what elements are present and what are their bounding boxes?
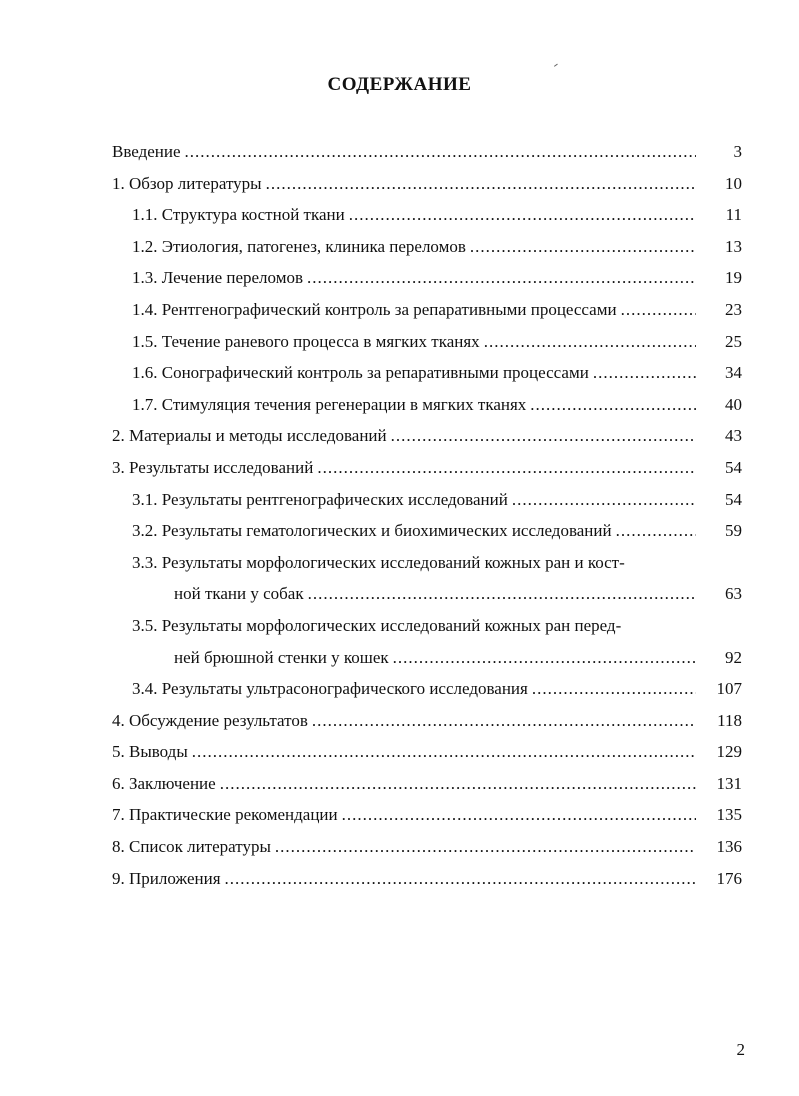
toc-entry [112, 389, 752, 421]
toc-entry [112, 673, 752, 705]
toc-entry [112, 231, 752, 263]
leader-dots [317, 452, 696, 484]
toc-entry-page: 40 [725, 394, 742, 414]
toc-entry-page: 43 [725, 426, 742, 446]
toc-entry-title: 6. Заключение [112, 773, 216, 793]
leader-dots [593, 357, 696, 389]
toc-entry-page: 54 [725, 489, 742, 509]
toc-entry-title: 1.4. Рентгенографический контроль за репаративными процессами [132, 299, 617, 319]
leader-dots [484, 326, 696, 358]
toc-entry [112, 768, 752, 800]
toc-entry [112, 831, 752, 863]
toc-entry [112, 547, 752, 579]
leader-dots [308, 578, 696, 610]
toc-entry [112, 515, 752, 547]
toc-entry-title: 1.6. Сонографический контроль за репаративными процессами [132, 363, 589, 383]
toc-entry-page: 136 [716, 837, 742, 857]
toc-entry [112, 736, 752, 768]
toc-entry-page: 19 [725, 268, 742, 288]
toc-entry-title: 7. Практические рекомендации [112, 805, 338, 825]
leader-dots [512, 484, 696, 516]
toc-entry-page: 25 [725, 331, 742, 351]
toc-entry-page: 129 [716, 742, 742, 762]
leader-dots [225, 863, 696, 895]
toc-entry-continuation [112, 578, 752, 610]
leader-dots [275, 831, 696, 863]
toc-entry-title: 3.3. Результаты морфологических исследований кожных ран и кост- [132, 552, 625, 572]
toc-entry-page: 10 [725, 173, 742, 193]
toc-entry-title: 3.4. Результаты ультрасонографического исследования [132, 679, 528, 699]
toc-entry-page: 176 [716, 868, 742, 888]
leader-dots [185, 136, 696, 168]
toc-entry [112, 326, 752, 358]
toc-entry [112, 199, 752, 231]
toc-entry [112, 168, 752, 200]
toc-entry-title: 1.1. Структура костной ткани [132, 205, 345, 225]
toc-entry-page: 13 [725, 236, 742, 256]
leader-dots [342, 799, 696, 831]
toc-entry-title: 3.5. Результаты морфологических исследований кожных ран перед- [132, 615, 622, 635]
toc-entry-title: 1.2. Этиология, патогенез, клиника переломов [132, 236, 466, 256]
toc-entry-title: 1.7. Стимуляция течения регенерации в мягких тканях [132, 394, 527, 414]
leader-dots [349, 199, 696, 231]
toc-entry [112, 420, 752, 452]
toc-entry-page: 11 [725, 205, 742, 225]
toc-entry-title: 3. Результаты исследований [112, 457, 314, 477]
leader-dots [530, 389, 696, 421]
toc-entry-title: 5. Выводы [112, 742, 188, 762]
toc-entry-title: Введение [112, 142, 181, 161]
page-title: СОДЕРЖАНИЕ [327, 74, 472, 95]
scan-mark [552, 61, 558, 67]
toc-entry-page: 23 [725, 299, 742, 319]
toc-entry-title-continuation: ней брюшной стенки у кошек [174, 647, 389, 667]
toc-entry-page: 63 [725, 584, 742, 604]
toc-entry-page: 131 [716, 773, 742, 793]
page-number: 2 [736, 1040, 745, 1059]
toc-entry-title: 9. Приложения [112, 868, 221, 888]
leader-dots [616, 515, 696, 547]
toc-entry-page: 107 [716, 679, 742, 699]
toc-entry-page: 3 [733, 142, 742, 161]
toc-entry-title: 1.3. Лечение переломов [132, 268, 304, 288]
toc-entry-page: 59 [725, 521, 742, 541]
toc-entry-title-continuation: ной ткани у собак [174, 584, 304, 604]
toc-entry [112, 294, 752, 326]
toc-entry-page: 118 [717, 710, 742, 730]
toc-entry [112, 484, 752, 516]
toc-entry [112, 610, 752, 642]
leader-dots [266, 168, 696, 200]
toc-entry [112, 136, 752, 168]
toc-entry [112, 357, 752, 389]
toc-entry-title: 8. Список литературы [112, 837, 271, 857]
leader-dots [192, 736, 696, 768]
table-of-contents [112, 136, 752, 894]
leader-dots [621, 294, 696, 326]
leader-dots [391, 420, 696, 452]
leader-dots [393, 642, 696, 674]
toc-entry-page: 54 [725, 457, 742, 477]
leader-dots [470, 231, 696, 263]
toc-entry-continuation [112, 642, 752, 674]
toc-entry [112, 705, 752, 737]
toc-entry [112, 262, 752, 294]
toc-entry-title: 2. Материалы и методы исследований [112, 426, 387, 446]
toc-entry-title: 1. Обзор литературы [112, 173, 262, 193]
toc-entry-page: 92 [725, 647, 742, 667]
toc-entry-title: 3.2. Результаты гематологических и биохимических исследований [132, 521, 612, 541]
leader-dots [220, 768, 696, 800]
leader-dots [307, 262, 696, 294]
toc-entry [112, 452, 752, 484]
toc-entry-page: 34 [725, 363, 742, 383]
toc-entry-title: 4. Обсуждение результатов [112, 710, 308, 730]
toc-entry-title: 3.1. Результаты рентгенографических исследований [132, 489, 508, 509]
toc-entry-page: 135 [716, 805, 742, 825]
leader-dots [312, 705, 696, 737]
leader-dots [532, 673, 696, 705]
toc-entry [112, 863, 752, 895]
toc-entry-title: 1.5. Течение раневого процесса в мягких тканях [132, 331, 480, 351]
toc-entry [112, 799, 752, 831]
